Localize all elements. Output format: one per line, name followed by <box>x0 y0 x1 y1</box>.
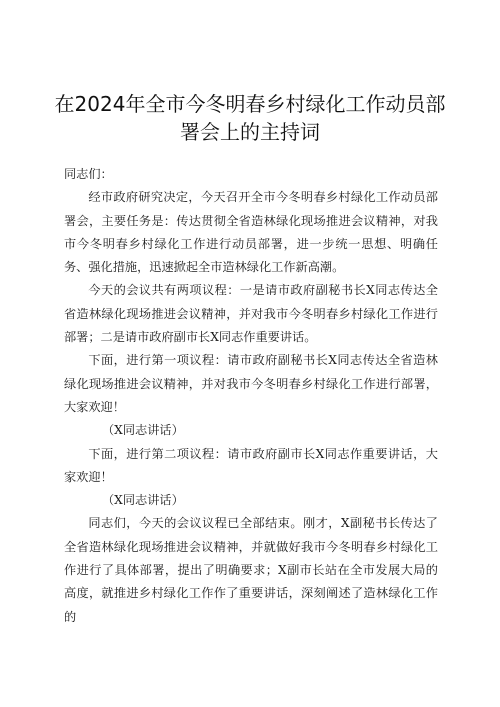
document-title <box>40 90 460 146</box>
salutation: 同志们： <box>64 167 113 181</box>
title-line-1: 在2024年全市今冬明春乡村绿化工作动员部 <box>54 92 446 116</box>
paragraph-2: 今天的会议共有两项议程：一是请市政府副秘书长X同志传达全省造林绿化现场推进会议精神，并对我市今冬明春乡村绿化工作进行部署；二是请市政府副市长X同志作重要讲话。 <box>64 283 438 345</box>
title-line-2: 署会上的主持词 <box>180 120 320 144</box>
speech-note-1: （X同志讲话） <box>102 423 184 438</box>
paragraph-5: 同志们，今天的会议议程已全部结束。刚才，X副秘书长传达了全省造林绿化现场推进会议精神，并就做好我市今冬明春乡村绿化工作进行了具体部署，提出了明确要求；X副市长站在全市发展大局的高度，就推进乡村绿化工作作了重要讲话，深刻阐述了造林绿化工作的 <box>64 516 438 624</box>
speech-note-2: （X同志讲话） <box>102 493 184 508</box>
paragraph-4: 下面，进行第二项议程：请市政府副市长X同志作重要讲话，大家欢迎！ <box>64 446 438 484</box>
paragraph-1: 经市政府研究决定，今天召开全市今冬明春乡村绿化工作动员部署会，主要任务是：传达贯彻全省造林绿化现场推进会议精神，对我市今冬明春乡村绿化工作进行动员部署，进一步统一思想、明确任务、强化措施，迅速掀起全市造林绿化工作新高潮。 <box>64 190 438 275</box>
document-body <box>64 163 438 629</box>
paragraph-3: 下面，进行第一项议程：请市政府副秘书长X同志传达全省造林绿化现场推进会议精神，并对我市今冬明春乡村绿化工作进行部署，大家欢迎！ <box>64 353 438 414</box>
